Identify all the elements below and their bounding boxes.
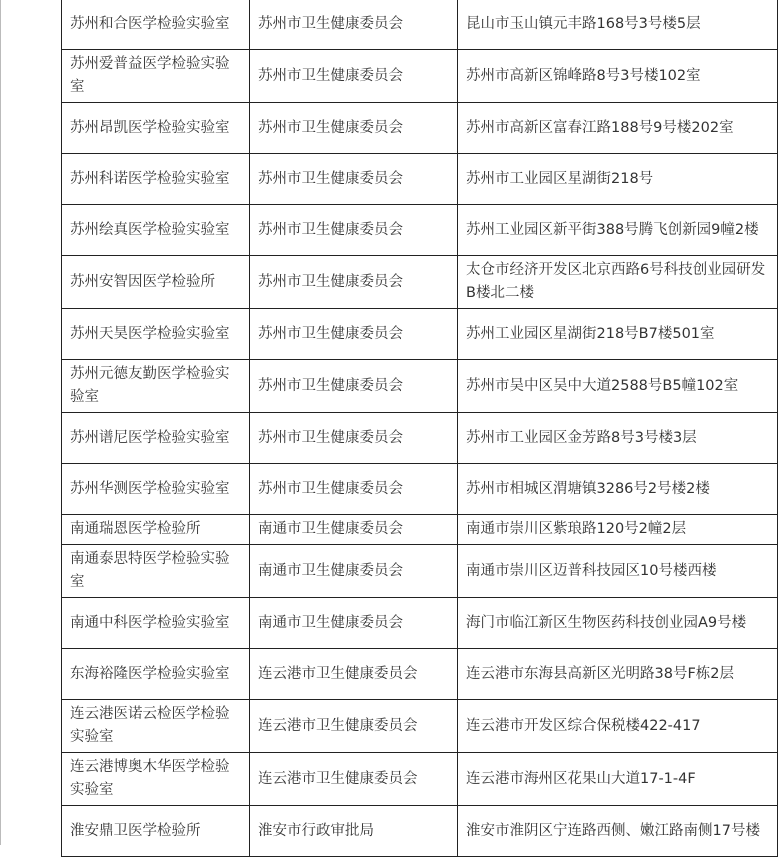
authority-cell: 淮安市行政审批局 (250, 806, 458, 857)
lab-name-cell: 苏州和合医学检验实验室 (62, 0, 250, 50)
address-cell: 苏州工业园区新平街388号腾飞创新园9幢2楼 (458, 205, 778, 256)
lab-table (61, 0, 778, 857)
table-row (62, 598, 778, 649)
table-row (62, 649, 778, 700)
authority-cell: 苏州市卫生健康委员会 (250, 205, 458, 256)
authority-cell: 连云港市卫生健康委员会 (250, 649, 458, 700)
address-cell: 南通市崇川区迈普科技园区10号楼西楼 (458, 545, 778, 598)
lab-name-cell: 连云港医诺云检医学检验实验室 (62, 700, 250, 753)
lab-name-cell: 苏州安智因医学检验所 (62, 256, 250, 309)
address-cell: 连云港市开发区综合保税楼422-417 (458, 700, 778, 753)
table-row (62, 753, 778, 806)
address-cell: 苏州市工业园区星湖街218号 (458, 154, 778, 205)
address-cell: 连云港市东海县高新区光明路38号F栋2层 (458, 649, 778, 700)
table-row (62, 413, 778, 464)
table-row (62, 205, 778, 256)
lab-name-cell: 苏州绘真医学检验实验室 (62, 205, 250, 256)
address-cell: 苏州市高新区锦峰路8号3号楼102室 (458, 50, 778, 103)
authority-cell: 南通市卫生健康委员会 (250, 545, 458, 598)
table-row (62, 256, 778, 309)
authority-cell: 苏州市卫生健康委员会 (250, 0, 458, 50)
address-cell: 苏州市吴中区吴中大道2588号B5幢102室 (458, 360, 778, 413)
authority-cell: 苏州市卫生健康委员会 (250, 413, 458, 464)
address-cell: 淮安市淮阴区宁连路西侧、嫩江路南侧17号楼 (458, 806, 778, 857)
authority-cell: 苏州市卫生健康委员会 (250, 464, 458, 515)
address-cell: 太仓市经济开发区北京西路6号科技创业园研发B楼北二楼 (458, 256, 778, 309)
address-cell: 苏州市相城区渭塘镇3286号2号楼2楼 (458, 464, 778, 515)
authority-cell: 苏州市卫生健康委员会 (250, 154, 458, 205)
lab-name-cell: 苏州天昊医学检验实验室 (62, 309, 250, 360)
lab-name-cell: 苏州爱普益医学检验实验室 (62, 50, 250, 103)
table-row (62, 103, 778, 154)
table-row (62, 50, 778, 103)
address-cell: 苏州市高新区富春江路188号9号楼202室 (458, 103, 778, 154)
authority-cell: 苏州市卫生健康委员会 (250, 360, 458, 413)
authority-cell: 连云港市卫生健康委员会 (250, 753, 458, 806)
address-cell: 苏州工业园区星湖街218号B7楼501室 (458, 309, 778, 360)
lab-name-cell: 东海裕隆医学检验实验室 (62, 649, 250, 700)
authority-cell: 苏州市卫生健康委员会 (250, 256, 458, 309)
table-row (62, 515, 778, 545)
table-row (62, 309, 778, 360)
address-cell: 连云港市海州区花果山大道17-1-4F (458, 753, 778, 806)
table-row (62, 0, 778, 50)
address-cell: 海门市临江新区生物医药科技创业园A9号楼 (458, 598, 778, 649)
table-row (62, 360, 778, 413)
address-cell: 南通市崇川区紫琅路120号2幢2层 (458, 515, 778, 545)
lab-name-cell: 苏州昂凯医学检验实验室 (62, 103, 250, 154)
address-cell: 苏州市工业园区金芳路8号3号楼3层 (458, 413, 778, 464)
table-row (62, 806, 778, 857)
lab-name-cell: 南通泰思特医学检验实验室 (62, 545, 250, 598)
authority-cell: 苏州市卫生健康委员会 (250, 50, 458, 103)
table-body (62, 0, 778, 857)
authority-cell: 南通市卫生健康委员会 (250, 598, 458, 649)
lab-name-cell: 淮安鼎卫医学检验所 (62, 806, 250, 857)
lab-name-cell: 南通中科医学检验实验室 (62, 598, 250, 649)
table-row (62, 545, 778, 598)
address-cell: 昆山市玉山镇元丰路168号3号楼5层 (458, 0, 778, 50)
authority-cell: 南通市卫生健康委员会 (250, 515, 458, 545)
lab-name-cell: 南通瑞恩医学检验所 (62, 515, 250, 545)
lab-name-cell: 苏州谱尼医学检验实验室 (62, 413, 250, 464)
authority-cell: 苏州市卫生健康委员会 (250, 103, 458, 154)
authority-cell: 苏州市卫生健康委员会 (250, 309, 458, 360)
lab-name-cell: 苏州华测医学检验实验室 (62, 464, 250, 515)
lab-name-cell: 苏州科诺医学检验实验室 (62, 154, 250, 205)
lab-name-cell: 连云港博奥木华医学检验实验室 (62, 753, 250, 806)
authority-cell: 连云港市卫生健康委员会 (250, 700, 458, 753)
table-row (62, 700, 778, 753)
lab-name-cell: 苏州元德友勤医学检验实验室 (62, 360, 250, 413)
table-row (62, 464, 778, 515)
page-left-border (0, 0, 1, 845)
table-row (62, 154, 778, 205)
